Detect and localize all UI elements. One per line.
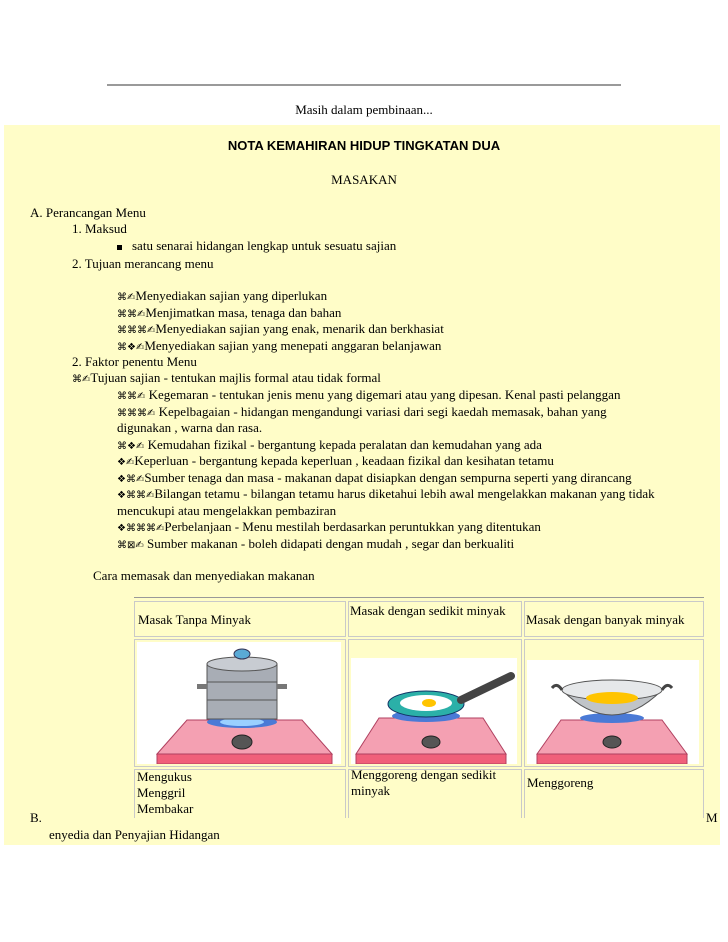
square-bullet-icon — [117, 245, 122, 250]
col1-header: Masak Tanpa Minyak — [138, 612, 251, 627]
faktor-item-continuation: mencukupi atau mengelakkan pembaziran — [117, 503, 337, 518]
wingding-bullet-icon: ⌘❖✍ — [117, 342, 145, 353]
tujuan-heading: 2. Tujuan merancang menu — [72, 256, 214, 271]
page-title: NOTA KEMAHIRAN HIDUP TINGKATAN DUA — [227, 138, 501, 153]
col2-item: Menggoreng dengan sedikit — [351, 767, 497, 782]
wingding-bullet-icon: ⌘⌘✍ — [117, 391, 146, 402]
section-b-letter: M — [706, 810, 718, 825]
faktor-item-text: Kepelbagaian - hidangan mengandungi variasi dari segi kaedah memasak, bahan yang — [155, 404, 607, 419]
faktor-item — [117, 536, 514, 554]
section-b-label: B. — [30, 810, 42, 825]
wingding-bullet-icon: ⌘⌘✍ — [117, 309, 146, 320]
faktor-item — [117, 519, 541, 537]
col1-item: Mengukus — [137, 769, 192, 784]
wingding-bullet-icon: ❖⌘⌘⌘✍ — [117, 523, 165, 534]
col1-item: Membakar — [137, 801, 194, 816]
steamer-on-stove-image — [137, 642, 341, 764]
faktor-item — [117, 387, 620, 405]
cara-heading: Cara memasak dan menyediakan makanan — [93, 568, 315, 583]
maksud-heading: 1. Maksud — [72, 221, 127, 236]
wingding-bullet-icon: ⌘⌘⌘✍ — [117, 408, 156, 419]
wingding-bullet-icon: ❖⌘✍ — [117, 474, 145, 485]
tujuan-item-text: Menyediakan sajian yang diperlukan — [135, 288, 328, 303]
col3-item: Menggoreng — [527, 775, 594, 790]
faktor-item-text: Perbelanjaan - Menu mestilah berdasarkan peruntukkan yang ditentukan — [164, 519, 541, 534]
col1-item: Menggril — [137, 785, 186, 800]
col3-header: Masak dengan banyak minyak — [526, 612, 685, 627]
faktor-item-text: Sumber tenaga dan masa - makanan dapat disiapkan dengan sempurna seperti yang dirancang — [144, 470, 632, 485]
faktor-item-text: Bilangan tetamu - bilangan tetamu harus diketahui lebih awal mengelakkan makanan yang tidak — [154, 486, 655, 501]
wingding-bullet-icon: ❖✍ — [117, 457, 135, 468]
faktor-item-text: Sumber makanan - boleh didapati dengan mudah , segar dan berkualiti — [143, 536, 515, 551]
tujuan-item — [117, 288, 327, 306]
faktor-item-text: Keperluan - bergantung kepada keperluan , keadaan fizikal dan kesihatan tetamu — [134, 453, 554, 468]
wingding-bullet-icon: ⌘⌘⌘✍ — [117, 325, 156, 336]
page-subtitle: MASAKAN — [331, 172, 397, 187]
faktor-item — [117, 486, 655, 504]
faktor-item-text: Kemudahan fizikal - bergantung kepada peralatan dan kemudahan yang ada — [144, 437, 542, 452]
wingding-bullet-icon: ❖⌘⌘✍ — [117, 490, 155, 501]
frying-pan-with-egg-image — [351, 658, 517, 764]
tujuan-item-text: Menyediakan sajian yang menepati anggaran belanjawan — [144, 338, 442, 353]
section-a-heading: A. Perancangan Menu — [30, 205, 146, 220]
wingding-bullet-icon: ⌘⊠✍ — [117, 540, 144, 551]
faktor-item — [72, 370, 381, 388]
faktor-item-text: Kegemaran - tentukan jenis menu yang digemari atau yang dipesan. Kenal pasti pelanggan — [145, 387, 621, 402]
tujuan-item-text: Menyediakan sajian yang enak, menarik dan berkhasiat — [155, 321, 444, 336]
wingding-bullet-icon: ⌘✍ — [72, 374, 91, 385]
top-divider — [107, 84, 621, 86]
header-note: Masih dalam pembinaan... — [295, 102, 433, 117]
wok-with-oil-image — [527, 660, 699, 764]
wingding-bullet-icon: ⌘❖✍ — [117, 441, 145, 452]
col2-header: Masak dengan sedikit minyak — [350, 603, 506, 618]
tujuan-item-text: Menjimatkan masa, tenaga dan bahan — [145, 305, 342, 320]
wingding-bullet-icon: ⌘✍ — [117, 292, 136, 303]
tujuan-item — [117, 321, 444, 339]
faktor-item-text: Tujuan sajian - tentukan majlis formal atau tidak formal — [90, 370, 381, 385]
faktor-heading: 2. Faktor penentu Menu — [72, 354, 197, 369]
table-top-rule — [134, 597, 704, 598]
faktor-item — [117, 453, 554, 471]
col2-item: minyak — [351, 783, 390, 798]
section-b-heading: enyedia dan Penyajian Hidangan — [49, 827, 220, 842]
maksud-item-text: satu senarai hidangan lengkap untuk sesuatu sajian — [132, 238, 397, 253]
faktor-item-continuation: digunakan , warna dan rasa. — [117, 420, 263, 435]
maksud-item — [117, 238, 396, 254]
